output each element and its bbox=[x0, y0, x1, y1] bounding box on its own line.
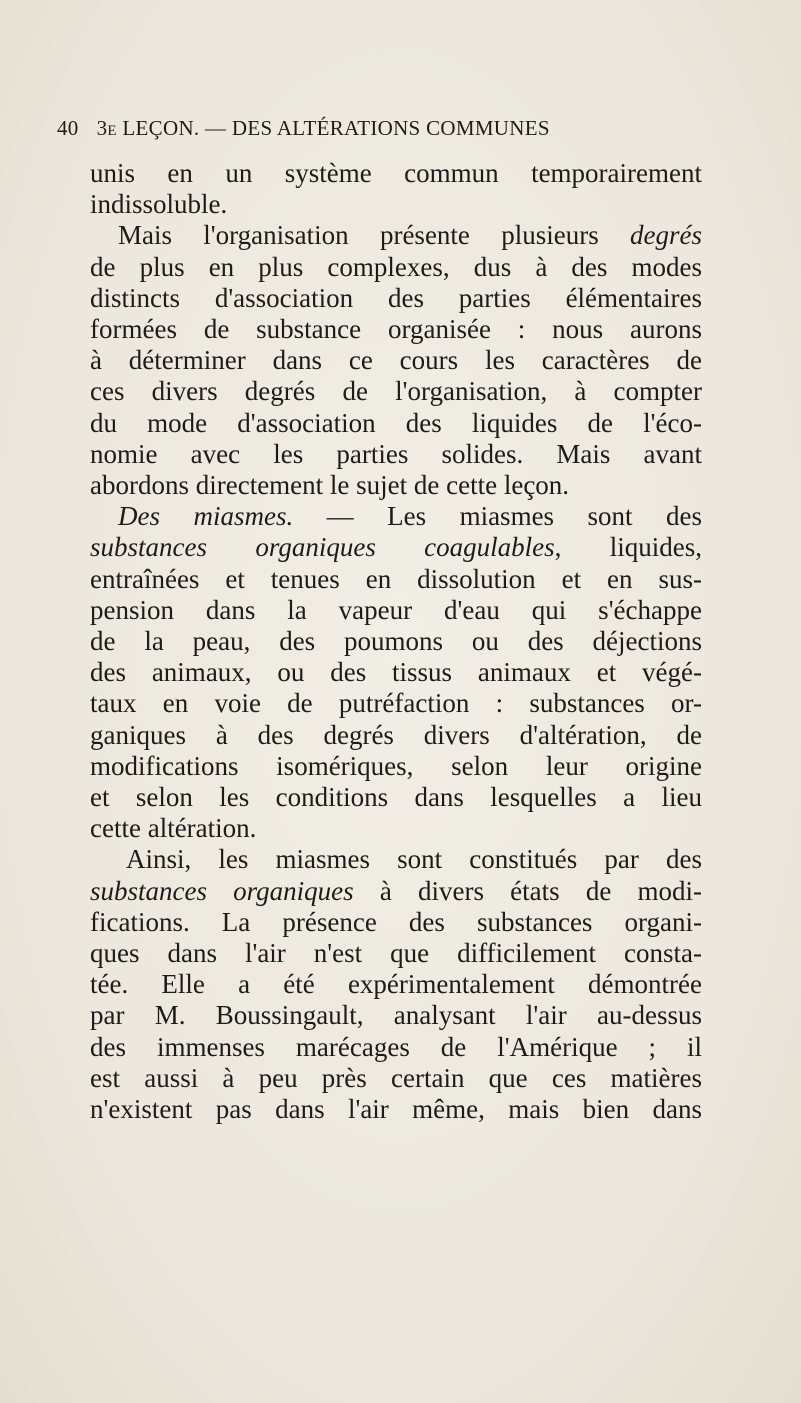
text-line bbox=[90, 220, 702, 251]
body-text bbox=[90, 158, 702, 1125]
text-line: cette altération. bbox=[90, 813, 257, 844]
text-segment: à divers états de modi- bbox=[353, 875, 702, 906]
text-line: n'existent pas dans l'air même, mais bien dans bbox=[90, 1094, 702, 1125]
italic-term: degrés bbox=[630, 220, 702, 251]
text-line bbox=[90, 532, 702, 563]
text-line: entraînées et tenues en dissolution et en sus- bbox=[90, 563, 702, 594]
text-line: est aussi à peu près certain que ces matières bbox=[90, 1062, 702, 1093]
text-line bbox=[90, 876, 702, 907]
text-line bbox=[90, 501, 702, 532]
text-line: par M. Boussingault, analysant l'air au-dessus bbox=[90, 1000, 702, 1031]
text-line: abordons directement le sujet de cette leçon. bbox=[90, 470, 570, 501]
running-header bbox=[57, 116, 697, 141]
text-line: indissoluble. bbox=[90, 189, 228, 220]
text-line: tée. Elle a été expérimentalement démontrée bbox=[90, 969, 702, 1000]
text-line: ganiques à des degrés divers d'altération, de bbox=[90, 719, 702, 750]
text-segment: , liquides, bbox=[554, 532, 702, 563]
page-number: 40 bbox=[57, 116, 79, 140]
text-line: des animaux, ou des tissus animaux et végé- bbox=[90, 657, 702, 688]
text-segment: Mais l'organisation présente plusieurs bbox=[118, 220, 631, 251]
text-line: modifications isomériques, selon leur origine bbox=[90, 750, 702, 781]
text-line: distincts d'association des parties élémentaires bbox=[90, 282, 702, 313]
text-line: ques dans l'air n'est que difficilement consta- bbox=[90, 938, 702, 969]
text-segment: — Les miasmes sont des bbox=[293, 501, 702, 532]
text-line: des immenses marécages de l'Amérique ; il bbox=[90, 1031, 702, 1062]
text-line: ces divers degrés de l'organisation, à compter bbox=[90, 376, 702, 407]
text-line: formées de substance organisée : nous aurons bbox=[90, 314, 702, 345]
text-line: à déterminer dans ce cours les caractères de bbox=[90, 345, 702, 376]
text-line: unis en un système commun temporairement bbox=[90, 158, 702, 188]
text-line: de plus en plus complexes, dus à des modes bbox=[90, 251, 702, 282]
text-line: taux en voie de putréfaction : substances or- bbox=[90, 688, 702, 719]
italic-term: substances organiques bbox=[90, 875, 354, 906]
italic-term: substances organiques coagulables bbox=[90, 532, 555, 563]
text-line: du mode d'association des liquides de l'éco- bbox=[90, 407, 702, 438]
running-title: 3e LEÇON. — DES ALTÉRATIONS COMMUNES bbox=[96, 116, 550, 140]
text-line: et selon les conditions dans lesquelles a lieu bbox=[90, 782, 702, 813]
section-heading: Des miasmes. bbox=[118, 501, 294, 532]
text-line: pension dans la vapeur d'eau qui s'échappe bbox=[90, 594, 702, 625]
text-line: de la peau, des poumons ou des déjections bbox=[90, 626, 702, 657]
text-line: nomie avec les parties solides. Mais avant bbox=[90, 438, 702, 469]
text-line: fications. La présence des substances organi- bbox=[90, 906, 702, 937]
text-line: Ainsi, les miasmes sont constitués par des bbox=[126, 844, 702, 875]
